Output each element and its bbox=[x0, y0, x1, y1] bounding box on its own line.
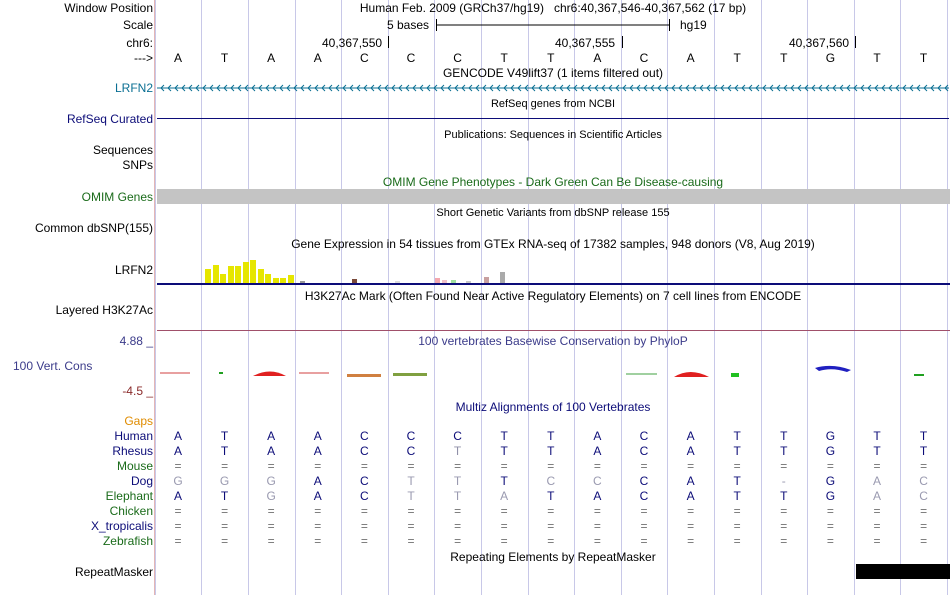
omim-track-title: OMIM Gene Phenotypes - Dark Green Can Be Disease-causing bbox=[382, 175, 724, 189]
multiz-base: A bbox=[872, 474, 881, 488]
phylop-max-label: 4.88 _ bbox=[119, 334, 153, 348]
publications-track-title: Publications: Sequences in Scientific Articles bbox=[444, 129, 662, 141]
gtex-track-title: Gene Expression in 54 tissues from GTEx RNA-seq of 17382 samples, 948 donors (V8, Aug 2019) bbox=[291, 237, 815, 251]
multiz-base: = bbox=[780, 534, 788, 548]
ruler-base: T bbox=[547, 51, 555, 65]
multiz-species-label[interactable]: Rhesus bbox=[112, 444, 153, 458]
h3k27ac-track-label[interactable]: Layered H3K27Ac bbox=[55, 303, 153, 317]
multiz-base: A bbox=[313, 489, 322, 503]
multiz-base: = bbox=[547, 459, 555, 473]
phylop-conservation-logo[interactable] bbox=[157, 364, 949, 384]
multiz-species-label[interactable]: Elephant bbox=[105, 489, 153, 503]
multiz-base: = bbox=[873, 519, 881, 533]
multiz-base: = bbox=[407, 459, 415, 473]
multiz-base: A bbox=[593, 489, 602, 503]
multiz-base: T bbox=[220, 429, 229, 443]
multiz-species-label[interactable]: Human bbox=[114, 429, 153, 443]
multiz-base: = bbox=[500, 519, 508, 533]
multiz-base: C bbox=[360, 444, 369, 458]
multiz-base: - bbox=[781, 474, 786, 488]
multiz-track-title: Multiz Alignments of 100 Vertebrates bbox=[455, 400, 651, 414]
multiz-base: = bbox=[267, 534, 275, 548]
multiz-base: = bbox=[920, 534, 928, 548]
multiz-base: = bbox=[687, 534, 695, 548]
position-tick-1: 40,367,550 bbox=[322, 36, 383, 50]
multiz-base: = bbox=[826, 519, 834, 533]
multiz-base: A bbox=[173, 444, 182, 458]
chrom-label[interactable]: chr6: bbox=[126, 36, 153, 50]
phylop-track-label[interactable]: 100 Vert. Cons bbox=[13, 359, 93, 373]
multiz-base: A bbox=[313, 429, 322, 443]
multiz-base: T bbox=[919, 429, 928, 443]
publications-snps-label[interactable]: SNPs bbox=[122, 158, 153, 172]
multiz-base: = bbox=[733, 534, 741, 548]
gtex-tissue-bar[interactable] bbox=[500, 272, 505, 283]
multiz-base: T bbox=[733, 429, 741, 443]
multiz-base: T bbox=[919, 444, 928, 458]
multiz-base: = bbox=[920, 519, 928, 533]
multiz-base: G bbox=[173, 474, 183, 488]
gtex-tissue-bar[interactable] bbox=[235, 266, 241, 283]
multiz-base: G bbox=[825, 474, 836, 488]
multiz-base: = bbox=[314, 534, 322, 548]
phylop-min-label: -4.5 _ bbox=[122, 384, 153, 398]
multiz-species-label[interactable]: Mouse bbox=[116, 459, 153, 473]
multiz-species-label[interactable]: Zebrafish bbox=[102, 534, 153, 548]
repeatmasker-track-title: Repeating Elements by RepeatMasker bbox=[450, 550, 656, 564]
multiz-base: = bbox=[547, 534, 555, 548]
multiz-base: C bbox=[639, 429, 649, 443]
multiz-base: C bbox=[593, 474, 602, 488]
multiz-base: A bbox=[313, 444, 322, 458]
position-tick-mark-2 bbox=[622, 36, 623, 48]
position-tick-3: 40,367,560 bbox=[789, 36, 850, 50]
multiz-base: T bbox=[873, 429, 881, 443]
multiz-base: = bbox=[780, 504, 788, 518]
gtex-tissue-bar[interactable] bbox=[220, 274, 226, 283]
multiz-base: T bbox=[500, 429, 508, 443]
dbsnp-track-title: Short Genetic Variants from dbSNP release 155 bbox=[436, 207, 670, 219]
ruler-base: G bbox=[825, 51, 836, 65]
multiz-base: = bbox=[454, 534, 462, 548]
multiz-base: = bbox=[500, 459, 508, 473]
multiz-base: A bbox=[313, 474, 322, 488]
multiz-base: = bbox=[687, 519, 695, 533]
multiz-base: T bbox=[547, 489, 555, 503]
multiz-base: = bbox=[547, 519, 555, 533]
multiz-base: A bbox=[872, 489, 881, 503]
ruler-base: T bbox=[733, 51, 741, 65]
gencode-track-title: GENCODE V49lift37 (1 items filtered out) bbox=[442, 66, 664, 80]
repeatmasker-element[interactable] bbox=[856, 564, 950, 579]
scale-text: 5 bases bbox=[387, 18, 430, 32]
multiz-base: T bbox=[500, 444, 508, 458]
multiz-base: = bbox=[640, 459, 648, 473]
gtex-tissue-bar[interactable] bbox=[213, 265, 219, 283]
assembly-label: hg19 bbox=[680, 18, 707, 32]
multiz-base: = bbox=[454, 519, 462, 533]
ruler-base: A bbox=[173, 51, 182, 65]
multiz-base: A bbox=[686, 429, 695, 443]
gtex-tissue-bar[interactable] bbox=[250, 260, 256, 283]
refseq-track-label[interactable]: RefSeq Curated bbox=[66, 112, 153, 126]
multiz-base: = bbox=[593, 504, 601, 518]
ruler-base: C bbox=[406, 51, 416, 65]
multiz-base: = bbox=[174, 504, 182, 518]
ruler-base: C bbox=[453, 51, 462, 65]
multiz-base: T bbox=[220, 489, 229, 503]
multiz-species-label[interactable]: X_tropicalis bbox=[90, 519, 153, 533]
multiz-base: = bbox=[221, 534, 229, 548]
multiz-base: = bbox=[407, 534, 415, 548]
multiz-base: = bbox=[640, 519, 648, 533]
multiz-base: A bbox=[267, 429, 276, 443]
multiz-base: C bbox=[919, 474, 928, 488]
multiz-base: = bbox=[500, 534, 508, 548]
scale-bar bbox=[436, 17, 672, 33]
multiz-base: = bbox=[640, 504, 648, 518]
multiz-base: C bbox=[639, 444, 649, 458]
multiz-base: A bbox=[500, 489, 509, 503]
multiz-base: = bbox=[733, 459, 741, 473]
multiz-base: = bbox=[687, 504, 695, 518]
multiz-base: C bbox=[639, 489, 649, 503]
multiz-base: T bbox=[547, 444, 555, 458]
multiz-base: = bbox=[873, 504, 881, 518]
multiz-base: C bbox=[360, 474, 369, 488]
multiz-base: T bbox=[220, 444, 229, 458]
multiz-base: = bbox=[221, 519, 229, 533]
multiz-base: = bbox=[267, 459, 275, 473]
position-tick-mark-3 bbox=[855, 36, 856, 48]
gtex-tissue-bar[interactable] bbox=[228, 266, 234, 283]
ruler-base: A bbox=[313, 51, 322, 65]
multiz-base: = bbox=[733, 504, 741, 518]
refseq-gene-line[interactable] bbox=[157, 118, 949, 119]
gencode-gene-label[interactable]: LRFN2 bbox=[114, 81, 153, 95]
multiz-base: = bbox=[454, 459, 462, 473]
multiz-base: = bbox=[360, 534, 368, 548]
multiz-base: G bbox=[266, 489, 276, 503]
multiz-base: G bbox=[825, 489, 836, 503]
h3k27ac-track-title: H3K27Ac Mark (Often Found Near Active Regulatory Elements) on 7 cell lines from ENCODE bbox=[304, 289, 802, 303]
multiz-base: = bbox=[500, 504, 508, 518]
ruler-base: A bbox=[593, 51, 602, 65]
multiz-base: T bbox=[407, 489, 415, 503]
multiz-base: = bbox=[454, 504, 462, 518]
multiz-base: A bbox=[593, 444, 602, 458]
multiz-base: = bbox=[314, 504, 322, 518]
scale-label[interactable]: Scale bbox=[122, 18, 153, 32]
window-position-label[interactable]: Window Position bbox=[64, 1, 153, 15]
multiz-base: G bbox=[219, 474, 230, 488]
multiz-base: C bbox=[546, 474, 556, 488]
position-tick-2: 40,367,555 bbox=[555, 36, 616, 50]
position-tick-mark-1 bbox=[388, 36, 389, 48]
gtex-tissue-bar[interactable] bbox=[265, 274, 271, 283]
strand-arrow-label[interactable]: ---> bbox=[134, 51, 153, 65]
gtex-track-label[interactable]: LRFN2 bbox=[114, 263, 153, 277]
multiz-base: = bbox=[221, 459, 229, 473]
multiz-species-label[interactable]: Chicken bbox=[109, 504, 153, 518]
multiz-base: = bbox=[920, 504, 928, 518]
multiz-base: C bbox=[406, 444, 416, 458]
publications-sequences-label[interactable]: Sequences bbox=[92, 143, 153, 157]
ruler-base: T bbox=[780, 51, 788, 65]
multiz-base: = bbox=[780, 459, 788, 473]
ruler-base: T bbox=[220, 51, 229, 65]
multiz-base: A bbox=[267, 444, 276, 458]
multiz-base: = bbox=[826, 504, 834, 518]
multiz-base: C bbox=[360, 429, 369, 443]
multiz-base: = bbox=[640, 534, 648, 548]
multiz-base: C bbox=[406, 429, 416, 443]
window-position-text: Human Feb. 2009 (GRCh37/hg19) chr6:40,367,546-40,367,562 (17 bp) bbox=[359, 1, 747, 15]
phylop-track-title: 100 vertebrates Basewise Conservation by PhyloP bbox=[418, 334, 688, 348]
multiz-base: C bbox=[639, 474, 649, 488]
multiz-base: T bbox=[733, 474, 741, 488]
multiz-base: = bbox=[360, 504, 368, 518]
refseq-track-title: RefSeq genes from NCBI bbox=[490, 98, 616, 110]
multiz-base: = bbox=[407, 519, 415, 533]
track-image-left-border bbox=[154, 0, 155, 595]
multiz-base: = bbox=[920, 459, 928, 473]
multiz-base: = bbox=[360, 519, 368, 533]
multiz-base: G bbox=[825, 429, 836, 443]
multiz-base: = bbox=[826, 459, 834, 473]
ruler-base: A bbox=[267, 51, 276, 65]
multiz-base: = bbox=[174, 534, 182, 548]
ruler-base: T bbox=[919, 51, 928, 65]
multiz-base: = bbox=[174, 519, 182, 533]
multiz-base: T bbox=[780, 444, 788, 458]
omim-feature-bar[interactable] bbox=[157, 189, 950, 204]
multiz-base: = bbox=[687, 459, 695, 473]
ruler-base: T bbox=[500, 51, 508, 65]
multiz-base: A bbox=[593, 429, 602, 443]
multiz-gaps-label[interactable]: Gaps bbox=[124, 414, 153, 428]
multiz-base: = bbox=[873, 534, 881, 548]
gtex-tissue-bar[interactable] bbox=[258, 269, 264, 283]
repeatmasker-track-label[interactable]: RepeatMasker bbox=[74, 565, 153, 579]
multiz-base: = bbox=[314, 459, 322, 473]
multiz-base: C bbox=[453, 429, 462, 443]
ruler-base: A bbox=[686, 51, 695, 65]
multiz-base: = bbox=[314, 519, 322, 533]
multiz-base: = bbox=[407, 504, 415, 518]
multiz-base: G bbox=[266, 474, 276, 488]
ruler-base: C bbox=[639, 51, 649, 65]
multiz-base: G bbox=[825, 444, 836, 458]
multiz-base: = bbox=[547, 504, 555, 518]
gencode-gene-model[interactable] bbox=[157, 82, 949, 94]
multiz-base: A bbox=[686, 474, 695, 488]
multiz-base: A bbox=[686, 444, 695, 458]
multiz-base: = bbox=[593, 459, 601, 473]
multiz-base: T bbox=[780, 429, 788, 443]
multiz-base: T bbox=[500, 474, 508, 488]
multiz-base: = bbox=[733, 519, 741, 533]
omim-track-label[interactable]: OMIM Genes bbox=[81, 190, 153, 204]
multiz-base: T bbox=[453, 474, 462, 488]
multiz-base: A bbox=[173, 429, 182, 443]
multiz-base: = bbox=[267, 519, 275, 533]
multiz-base: T bbox=[547, 429, 555, 443]
multiz-base: = bbox=[360, 459, 368, 473]
multiz-base: T bbox=[873, 444, 881, 458]
multiz-base: A bbox=[173, 489, 182, 503]
gtex-tissue-bar[interactable] bbox=[288, 275, 294, 283]
multiz-species-label[interactable]: Dog bbox=[130, 474, 153, 488]
multiz-base: T bbox=[733, 489, 741, 503]
multiz-base: = bbox=[593, 519, 601, 533]
multiz-base: C bbox=[360, 489, 369, 503]
gtex-gene-line bbox=[157, 283, 950, 285]
multiz-base: = bbox=[221, 504, 229, 518]
multiz-base: = bbox=[174, 459, 182, 473]
multiz-base: = bbox=[780, 519, 788, 533]
multiz-base: T bbox=[453, 444, 462, 458]
multiz-base: T bbox=[407, 474, 415, 488]
multiz-base: = bbox=[593, 534, 601, 548]
ruler-base: T bbox=[873, 51, 881, 65]
multiz-base: = bbox=[267, 504, 275, 518]
multiz-base: C bbox=[919, 489, 928, 503]
dbsnp-track-label[interactable]: Common dbSNP(155) bbox=[34, 221, 153, 235]
multiz-base: T bbox=[733, 444, 741, 458]
h3k27ac-signal-baseline bbox=[157, 330, 950, 331]
gtex-tissue-bar[interactable] bbox=[243, 262, 249, 283]
gtex-tissue-bar[interactable] bbox=[205, 269, 211, 283]
ruler-base: C bbox=[360, 51, 369, 65]
multiz-base: T bbox=[453, 489, 462, 503]
multiz-base: T bbox=[780, 489, 788, 503]
multiz-base: A bbox=[686, 489, 695, 503]
multiz-base: = bbox=[873, 459, 881, 473]
multiz-base: = bbox=[826, 534, 834, 548]
